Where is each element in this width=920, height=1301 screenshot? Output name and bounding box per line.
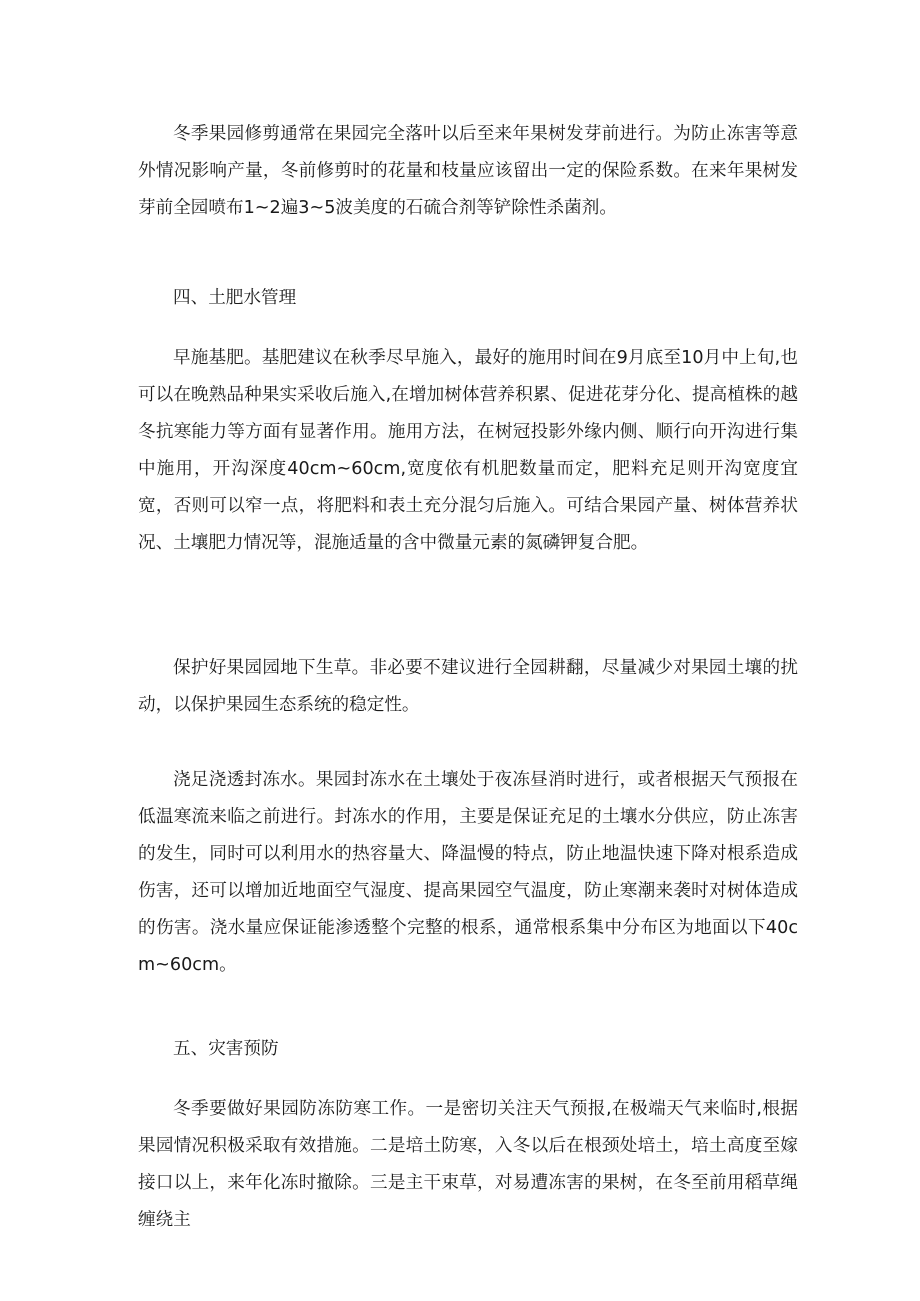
paragraph-protect-grass: 保护好果园园地下生草。非必要不建议进行全园耕翻，尽量减少对果园土壤的扰动，以保护果园生态系统的稳定性。	[138, 658, 798, 715]
section-heading-soil-fertilizer-water: 四、土肥水管理	[173, 288, 297, 308]
paragraph-cold-protection: 冬季要做好果园防冻防寒工作。一是密切关注天气预报,在极端天气来临时,根据果园情况积极采取有效措施。二是培土防寒，入冬以后在根颈处培土，培土高度至嫁接口以上，来年化冻时撤除。三是主干束草，对易遭冻害的果树，在冬至前用稻草绳缠绕主	[138, 1099, 798, 1230]
paragraph-winter-pruning: 冬季果园修剪通常在果园完全落叶以后至来年果树发芽前进行。为防止冻害等意外情况影响产量，冬前修剪时的花量和枝量应该留出一定的保险系数。在来年果树发芽前全园喷布1~2遍3~5波美度的石硫合剂等铲除性杀菌剂。	[138, 124, 798, 218]
paragraph-early-base-fertilizer: 早施基肥。基肥建议在秋季尽早施入，最好的施用时间在9月底至10月中上旬,也可以在晚熟品种果实采收后施入,在增加树体营养积累、促进花芽分化、提高植株的越冬抗寒能力等方面有显著作用。施用方法，在树冠投影外缘内侧、顺行向开沟进行集中施用，开沟深度40cm~60cm,宽度依有机肥数量而定，肥料充足则开沟宽度宜宽，否则可以窄一点，将肥料和表土充分混匀后施入。可结合果园产量、树体营养状况、土壤肥力情况等，混施适量的含中微量元素的氮磷钾复合肥。	[138, 348, 798, 553]
section-heading-disaster-prevention: 五、灾害预防	[173, 1039, 279, 1059]
paragraph-freeze-water: 浇足浇透封冻水。果园封冻水在土壤处于夜冻昼消时进行，或者根据天气预报在低温寒流来临之前进行。封冻水的作用，主要是保证充足的土壤水分供应，防止冻害的发生，同时可以利用水的热容量大、降温慢的特点，防止地温快速下降对根系造成伤害，还可以增加近地面空气湿度、提高果园空气温度，防止寒潮来袭时对树体造成的伤害。浇水量应保证能渗透整个完整的根系，通常根系集中分布区为地面以下40cm~60cm。	[138, 770, 798, 975]
